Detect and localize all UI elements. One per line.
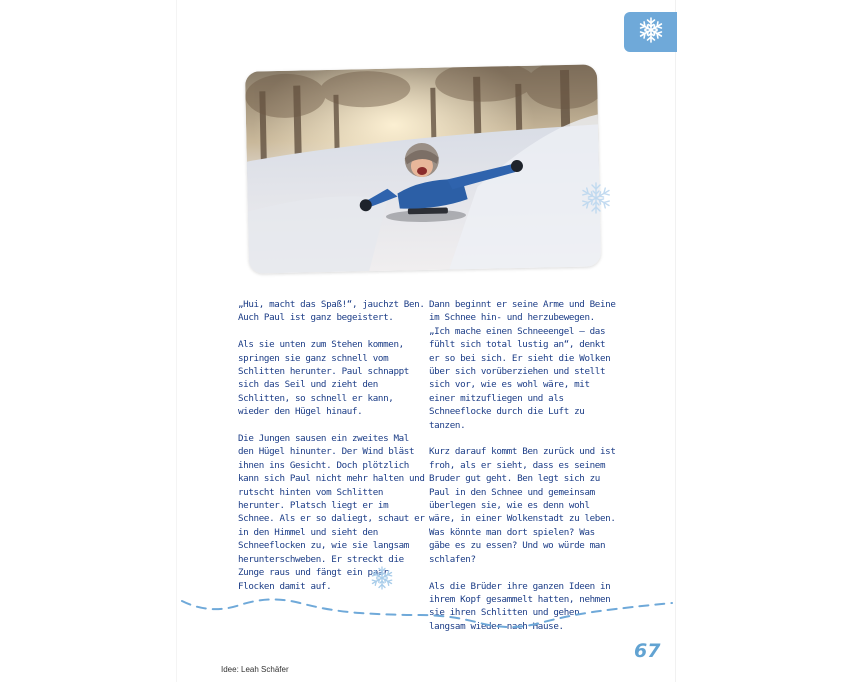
page-number: 67 [634,640,661,662]
snowflake-icon [578,180,614,220]
story-paragraph: Kurz darauf kommt Ben zurück und ist froh, als er sieht, dass es seinem Bruder gut geht. Ben legt sich zu Paul in den Schnee und gemeinsam überlegen sie, wie es denn wohl wäre, in einer Wolkenstadt zu leben. Was könnte man dort spielen? Was gäbe es zu essen? Und wo würde man schlafen? [429,446,616,565]
snowflake-icon [636,15,666,49]
snowflake-icon [369,565,395,595]
story-column-left [238,298,428,606]
story-paragraph: Dann beginnt er seine Arme und Beine im Schnee hin- und herzubewegen. „Ich mache einen Schneeengel – das fühlt sich total lustig an“, denkt er so bei sich. Er sieht die Wolken über sich vorüberziehen und stellt sich vor, wie es wohl wäre, mit einer mitzufliegen und als Schneeflocke durch die Luft zu tanzen. [429,299,616,431]
corner-tab [624,12,677,52]
story-paragraph: „Hui, macht das Spaß!“, jauchzt Ben. Auch Paul ist ganz begeistert. [238,299,425,324]
sledding-photo [245,64,601,273]
story-paragraph: Als die Brüder ihre ganzen Ideen in ihrem Kopf gesammelt hatten, nehmen sie ihren Schlitten und gehen langsam wieder nach Hause. [429,580,611,632]
idea-credit: Idee: Leah Schäfer [221,665,289,674]
story-paragraph: Die Jungen sausen ein zweites Mal den Hügel hinunter. Der Wind bläst ihnen ins Gesicht. Doch plötzlich kann sich Paul nicht mehr halten und rutscht hinten vom Schlitten herunter. Platsch liegt er im Schnee. Als er so daliegt, schaut er in den Himmel und sieht den Schneeflocken zu, wie sie langsam herunterschweben. Er streckt die Zunge raus und fängt ein paar Flocken damit auf. [238,433,425,592]
dashed-wave-decoration [180,593,675,642]
story-paragraph: Als sie unten zum Stehen kommen, springen sie ganz schnell vom Schlitten herunter. Paul schnappt sich das Seil und zieht den Schlitten, so schnell er kann, wieder den Hügel hinauf. [238,339,409,418]
